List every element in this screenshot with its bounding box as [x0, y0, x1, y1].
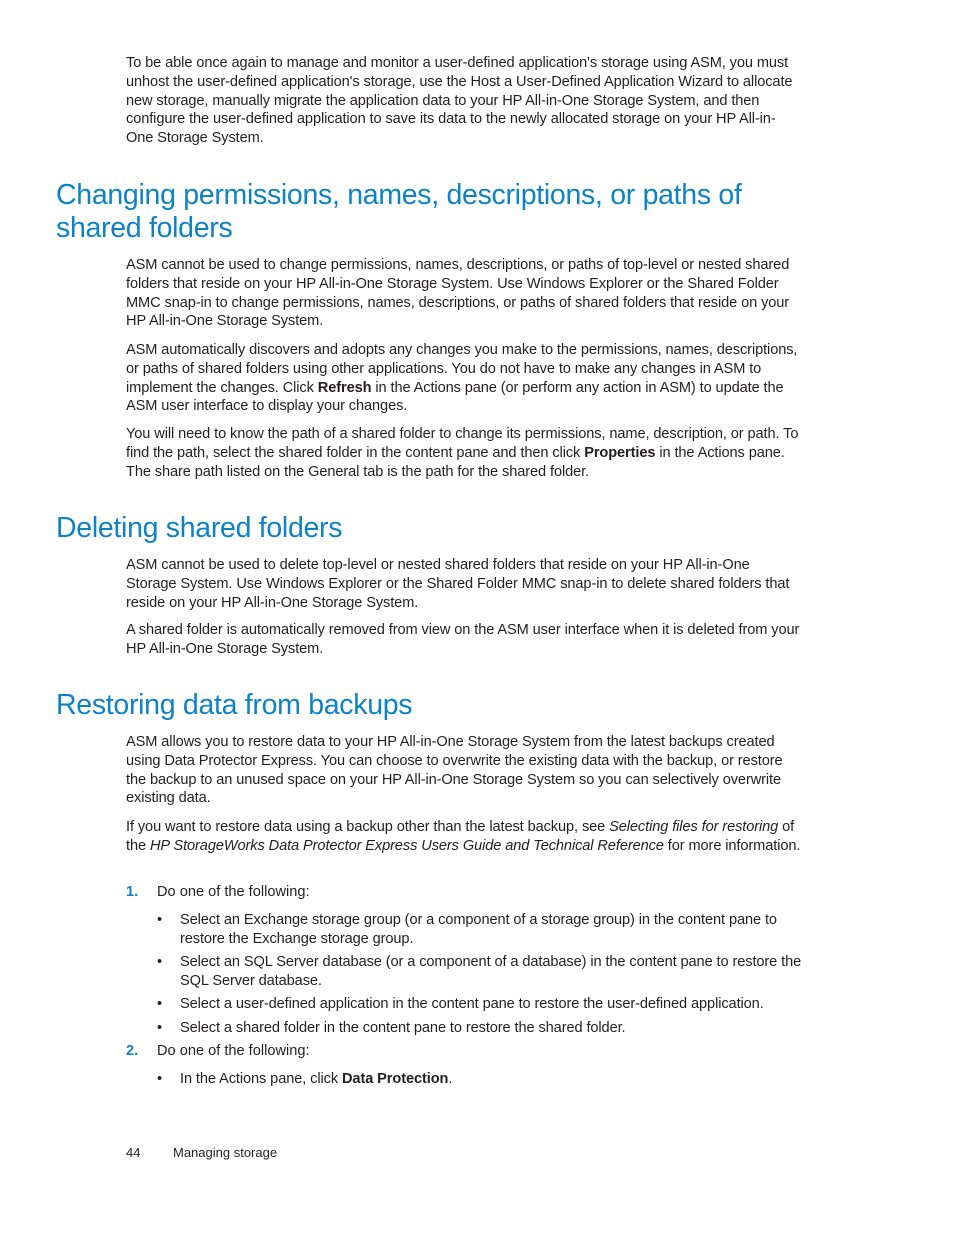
text-run: of the	[126, 819, 795, 854]
heading-changing-permissions: Changing permissions, names, descriptions, or paths of shared folders	[56, 179, 742, 244]
permissions-paragraph-3	[126, 425, 802, 481]
list-item	[180, 1070, 804, 1089]
footer-section-title: Managing storage	[173, 1145, 278, 1160]
list-item: Select an Exchange storage group (or a component of a storage group) in the content pane to restore the Exchange storage group.	[180, 912, 777, 947]
text-run: ASM automatically discovers and adopts any changes you make to the permissions, names, descriptions, or paths of shared folders using other applications. You do not have to make any changes in ASM to implement the changes. Click	[126, 342, 798, 396]
text-run: for more information.	[663, 837, 801, 854]
step-text: Do one of the following:	[157, 1043, 310, 1059]
step-text: Do one of the following:	[157, 884, 310, 900]
permissions-paragraph-1: ASM cannot be used to change permissions, names, descriptions, or paths of top-level or nested shared folders that reside on your HP All-in-One Storage System. Use Windows Explorer or the Shared Folder MMC snap-in to change permissions, names, descriptions, or paths of shared folders that reside on your HP All-in-One Storage System.	[126, 257, 790, 330]
step-number: 2.	[126, 1043, 139, 1059]
intro-paragraph: To be able once again to manage and monitor a user-defined application's storage using ASM, you must unhost the user-defined application's storage, use the Host a User-Defined Application Wizard to allocate new storage, manually migrate the application data to your HP All-in-One Storage System, and then configure the user-defined application to save its data to the newly allocated storage on your HP All-in-One Storage System.	[126, 55, 793, 147]
heading-deleting-shared-folders: Deleting shared folders	[56, 512, 343, 544]
deleting-paragraph-2: A shared folder is automatically removed from view on the ASM user interface when it is deleted from your HP All-in-One Storage System.	[126, 622, 800, 657]
bullet-icon: •	[157, 1071, 163, 1087]
bullet-icon: •	[157, 954, 163, 970]
refresh-label: Refresh	[317, 379, 372, 396]
text-run: .	[448, 1071, 453, 1087]
bullet-icon: •	[157, 1020, 163, 1036]
properties-label: Properties	[584, 444, 656, 461]
italic-guide-title: HP StorageWorks Data Protector Express Users Guide and Technical Reference	[149, 837, 664, 854]
data-protection-label: Data Protection	[341, 1071, 449, 1087]
list-item: Select a shared folder in the content pane to restore the shared folder.	[180, 1020, 626, 1036]
page-number: 44	[126, 1145, 141, 1160]
step-number: 1.	[126, 884, 139, 900]
deleting-paragraph-1: ASM cannot be used to delete top-level or nested shared folders that reside on your HP All-in-One Storage System. Use Windows Explorer or the Shared Folder MMC snap-in to delete shared folders that reside on your HP All-in-One Storage System.	[126, 557, 790, 611]
text-run: in the Actions pane (or perform any action in ASM) to update the ASM user interface to display your changes.	[126, 379, 784, 415]
text-run: If you want to restore data using a backup other than the latest backup, see	[126, 819, 610, 835]
text-run: In the Actions pane, click	[180, 1071, 342, 1087]
bullet-icon: •	[157, 996, 163, 1012]
text-run: in the Actions pane. The share path listed on the General tab is the path for the shared folder.	[126, 444, 785, 480]
text-run: You will need to know the path of a shared folder to change its permissions, name, description, or path. To find the path, select the shared folder in the content pane and then click	[126, 426, 799, 461]
restoring-paragraph-1: ASM allows you to restore data to your HP All-in-One Storage System from the latest backups created using Data Protector Express. You can choose to overwrite the existing data with the backup, or restore the backup to an unused space on your HP All-in-One Storage System so you can selectively overwrite existing data.	[126, 734, 783, 807]
heading-restoring-data: Restoring data from backups	[56, 689, 413, 721]
permissions-paragraph-2	[126, 341, 802, 416]
italic-reference: Selecting files for restoring	[609, 819, 779, 835]
restoring-paragraph-2	[126, 818, 802, 856]
list-item: Select an SQL Server database (or a component of a database) in the content pane to restore the SQL Server database.	[180, 954, 802, 989]
bullet-icon: •	[157, 912, 163, 928]
list-item: Select a user-defined application in the content pane to restore the user-defined application.	[180, 996, 764, 1012]
